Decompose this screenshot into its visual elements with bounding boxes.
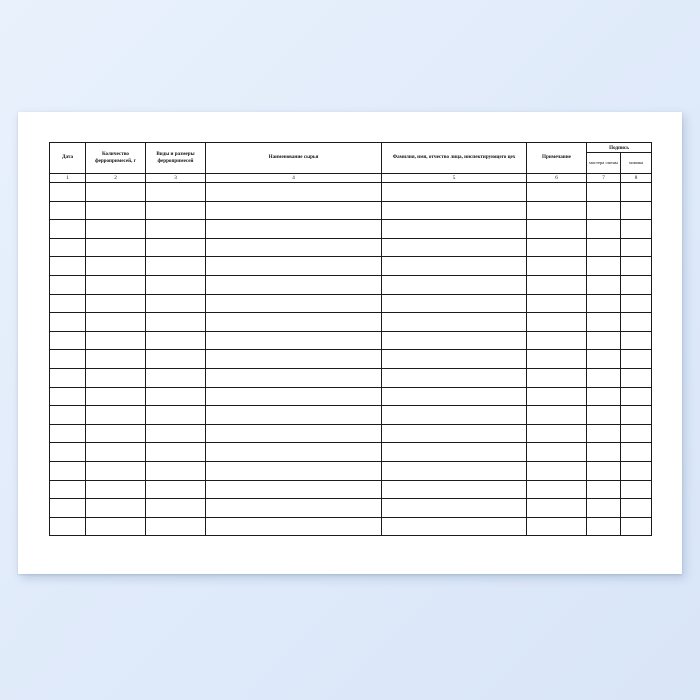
column-number-2: 2 <box>86 174 146 183</box>
table-cell[interactable] <box>587 294 621 313</box>
table-row <box>50 368 652 387</box>
table-cell[interactable] <box>206 461 382 480</box>
table-cell[interactable] <box>50 238 86 257</box>
table-row <box>50 387 652 406</box>
table-cell[interactable] <box>382 499 527 518</box>
table-cell[interactable] <box>206 331 382 350</box>
table-cell[interactable] <box>382 331 527 350</box>
column-header-quantity: Количество ферропримесей, г <box>86 143 146 174</box>
table-cell[interactable] <box>86 238 146 257</box>
table-cell[interactable] <box>621 387 652 406</box>
table-cell[interactable] <box>527 499 587 518</box>
table-cell[interactable] <box>587 406 621 425</box>
table-cell[interactable] <box>206 480 382 499</box>
table-cell[interactable] <box>621 201 652 220</box>
table-cell[interactable] <box>621 331 652 350</box>
table-row <box>50 331 652 350</box>
table-cell[interactable] <box>527 406 587 425</box>
table-cell[interactable] <box>587 183 621 202</box>
table-cell[interactable] <box>86 201 146 220</box>
table-cell[interactable] <box>50 480 86 499</box>
table-cell[interactable] <box>621 238 652 257</box>
table-cell[interactable] <box>86 257 146 276</box>
table-cell[interactable] <box>206 220 382 239</box>
table-cell[interactable] <box>587 480 621 499</box>
table-cell[interactable] <box>86 294 146 313</box>
table-cell[interactable] <box>86 350 146 369</box>
table-cell[interactable] <box>527 368 587 387</box>
table-cell[interactable] <box>86 275 146 294</box>
table-cell[interactable] <box>382 183 527 202</box>
table-cell[interactable] <box>206 294 382 313</box>
table-cell[interactable] <box>146 313 206 332</box>
column-number-8: 8 <box>621 174 652 183</box>
table-cell[interactable] <box>587 517 621 536</box>
table-cell[interactable] <box>527 275 587 294</box>
table-cell[interactable] <box>146 443 206 462</box>
table-cell[interactable] <box>146 387 206 406</box>
table-cell[interactable] <box>86 406 146 425</box>
table-cell[interactable] <box>206 443 382 462</box>
table-cell[interactable] <box>146 257 206 276</box>
table-cell[interactable] <box>587 387 621 406</box>
table-cell[interactable] <box>50 499 86 518</box>
table-cell[interactable] <box>50 257 86 276</box>
table-row <box>50 424 652 443</box>
table-row <box>50 220 652 239</box>
table-cell[interactable] <box>587 331 621 350</box>
column-number-1: 1 <box>50 174 86 183</box>
column-header-signature-shift-master: мастера смены <box>587 153 621 174</box>
table-cell[interactable] <box>621 294 652 313</box>
table-cell[interactable] <box>50 387 86 406</box>
table-cell[interactable] <box>206 424 382 443</box>
table-row <box>50 443 652 462</box>
table-cell[interactable] <box>527 350 587 369</box>
table-cell[interactable] <box>587 201 621 220</box>
table-cell[interactable] <box>527 294 587 313</box>
column-header-signature-group: Подпись <box>587 143 652 153</box>
table-cell[interactable] <box>587 350 621 369</box>
table-cell[interactable] <box>382 368 527 387</box>
table-cell[interactable] <box>382 201 527 220</box>
table-cell[interactable] <box>146 517 206 536</box>
table-cell[interactable] <box>50 443 86 462</box>
table-cell[interactable] <box>86 387 146 406</box>
table-cell[interactable] <box>50 275 86 294</box>
table-cell[interactable] <box>621 257 652 276</box>
table-cell[interactable] <box>206 387 382 406</box>
table-cell[interactable] <box>86 183 146 202</box>
table-cell[interactable] <box>50 424 86 443</box>
table-cell[interactable] <box>621 461 652 480</box>
journal-form <box>49 142 651 547</box>
table-cell[interactable] <box>86 443 146 462</box>
table-cell[interactable] <box>621 443 652 462</box>
table-cell[interactable] <box>146 499 206 518</box>
table-cell[interactable] <box>50 461 86 480</box>
table-cell[interactable] <box>206 313 382 332</box>
table-cell[interactable] <box>587 238 621 257</box>
table-cell[interactable] <box>146 183 206 202</box>
table-cell[interactable] <box>527 387 587 406</box>
table-row <box>50 275 652 294</box>
table-cell[interactable] <box>587 220 621 239</box>
table-row <box>50 257 652 276</box>
table-cell[interactable] <box>146 275 206 294</box>
paper-sheet <box>18 112 682 574</box>
table-cell[interactable] <box>587 499 621 518</box>
table-cell[interactable] <box>206 275 382 294</box>
table-cell[interactable] <box>527 461 587 480</box>
table-row <box>50 350 652 369</box>
table-cell[interactable] <box>587 424 621 443</box>
table-cell[interactable] <box>382 294 527 313</box>
table-row <box>50 517 652 536</box>
table-cell[interactable] <box>527 424 587 443</box>
table-cell[interactable] <box>86 461 146 480</box>
table-cell[interactable] <box>382 220 527 239</box>
column-header-raw-material: Наименование сырья <box>206 143 382 174</box>
table-cell[interactable] <box>382 461 527 480</box>
table-cell[interactable] <box>382 387 527 406</box>
table-cell[interactable] <box>621 350 652 369</box>
table-cell[interactable] <box>206 257 382 276</box>
journal-table <box>49 142 652 536</box>
column-header-signature-chemist: химика <box>621 153 652 174</box>
table-cell[interactable] <box>587 275 621 294</box>
table-cell[interactable] <box>86 517 146 536</box>
table-row <box>50 499 652 518</box>
column-header-types-sizes: Виды и размеры ферропримесей <box>146 143 206 174</box>
table-cell[interactable] <box>382 406 527 425</box>
table-cell[interactable] <box>382 480 527 499</box>
table-row <box>50 461 652 480</box>
table-cell[interactable] <box>86 480 146 499</box>
table-cell[interactable] <box>587 313 621 332</box>
table-cell[interactable] <box>146 294 206 313</box>
table-cell[interactable] <box>146 480 206 499</box>
table-cell[interactable] <box>50 406 86 425</box>
table-head <box>50 143 652 183</box>
table-row <box>50 238 652 257</box>
table-cell[interactable] <box>146 406 206 425</box>
table-cell[interactable] <box>146 368 206 387</box>
table-cell[interactable] <box>146 201 206 220</box>
column-header-inspector-name: Фамилия, имя, отчество лица, инспектирующего цех <box>382 143 527 174</box>
table-cell[interactable] <box>621 499 652 518</box>
table-cell[interactable] <box>146 424 206 443</box>
table-cell[interactable] <box>50 201 86 220</box>
table-cell[interactable] <box>86 368 146 387</box>
table-cell[interactable] <box>382 517 527 536</box>
column-number-7: 7 <box>587 174 621 183</box>
table-cell[interactable] <box>527 331 587 350</box>
table-cell[interactable] <box>382 313 527 332</box>
table-cell[interactable] <box>50 313 86 332</box>
table-row <box>50 201 652 220</box>
table-cell[interactable] <box>86 424 146 443</box>
column-number-5: 5 <box>382 174 527 183</box>
table-cell[interactable] <box>206 183 382 202</box>
column-number-3: 3 <box>146 174 206 183</box>
table-cell[interactable] <box>621 183 652 202</box>
table-cell[interactable] <box>587 257 621 276</box>
table-cell[interactable] <box>527 443 587 462</box>
table-cell[interactable] <box>50 331 86 350</box>
table-cell[interactable] <box>587 443 621 462</box>
table-cell[interactable] <box>382 424 527 443</box>
table-row <box>50 480 652 499</box>
table-cell[interactable] <box>621 313 652 332</box>
table-cell[interactable] <box>146 350 206 369</box>
table-cell[interactable] <box>50 517 86 536</box>
table-cell[interactable] <box>527 220 587 239</box>
table-row <box>50 313 652 332</box>
header-row-main <box>50 143 652 153</box>
table-cell[interactable] <box>587 461 621 480</box>
table-cell[interactable] <box>50 368 86 387</box>
table-cell[interactable] <box>621 368 652 387</box>
table-cell[interactable] <box>621 480 652 499</box>
table-cell[interactable] <box>527 183 587 202</box>
table-row <box>50 183 652 202</box>
column-number-row <box>50 174 652 183</box>
table-cell[interactable] <box>86 220 146 239</box>
table-row <box>50 294 652 313</box>
table-cell[interactable] <box>621 220 652 239</box>
column-number-6: 6 <box>527 174 587 183</box>
table-cell[interactable] <box>527 238 587 257</box>
table-cell[interactable] <box>527 257 587 276</box>
table-cell[interactable] <box>86 331 146 350</box>
table-cell[interactable] <box>621 406 652 425</box>
table-cell[interactable] <box>50 294 86 313</box>
table-cell[interactable] <box>382 443 527 462</box>
table-cell[interactable] <box>382 238 527 257</box>
table-cell[interactable] <box>382 350 527 369</box>
table-cell[interactable] <box>382 275 527 294</box>
table-cell[interactable] <box>206 238 382 257</box>
table-cell[interactable] <box>621 424 652 443</box>
column-header-date: Дата <box>50 143 86 174</box>
table-cell[interactable] <box>50 350 86 369</box>
table-cell[interactable] <box>50 220 86 239</box>
table-row <box>50 406 652 425</box>
table-cell[interactable] <box>146 461 206 480</box>
table-cell[interactable] <box>146 238 206 257</box>
table-cell[interactable] <box>146 220 206 239</box>
table-cell[interactable] <box>50 183 86 202</box>
table-cell[interactable] <box>527 201 587 220</box>
table-cell[interactable] <box>527 313 587 332</box>
table-cell[interactable] <box>206 201 382 220</box>
table-cell[interactable] <box>527 517 587 536</box>
table-cell[interactable] <box>206 499 382 518</box>
table-body <box>50 183 652 536</box>
column-number-4: 4 <box>206 174 382 183</box>
table-cell[interactable] <box>621 275 652 294</box>
table-cell[interactable] <box>206 368 382 387</box>
table-cell[interactable] <box>86 313 146 332</box>
column-header-notes: Примечание <box>527 143 587 174</box>
table-cell[interactable] <box>382 257 527 276</box>
table-cell[interactable] <box>206 350 382 369</box>
table-cell[interactable] <box>86 499 146 518</box>
table-cell[interactable] <box>146 331 206 350</box>
table-cell[interactable] <box>621 517 652 536</box>
table-cell[interactable] <box>206 517 382 536</box>
table-cell[interactable] <box>587 368 621 387</box>
table-cell[interactable] <box>527 480 587 499</box>
table-cell[interactable] <box>206 406 382 425</box>
